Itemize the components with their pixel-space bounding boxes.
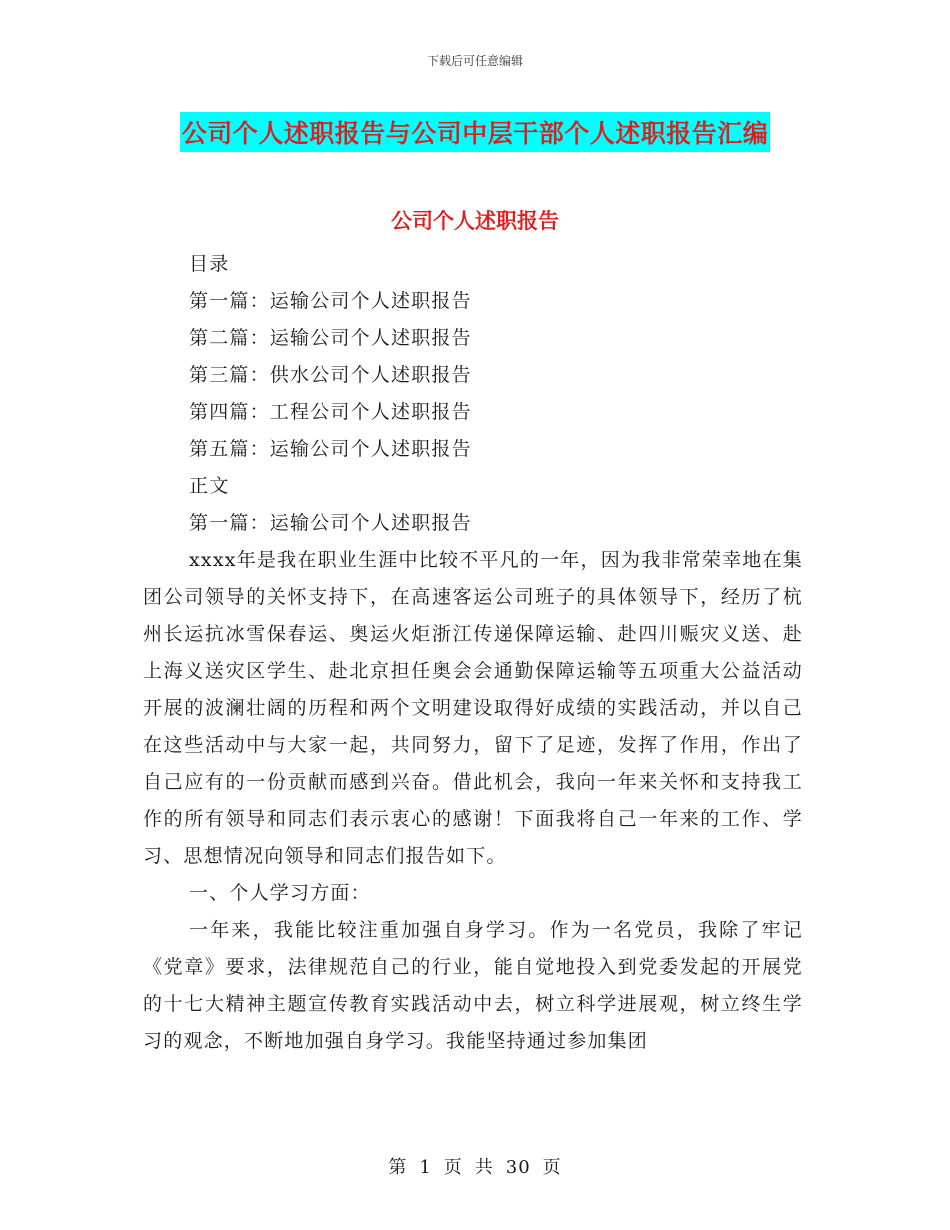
page-current-number: 1 [419, 1157, 432, 1178]
document-title [0, 112, 950, 152]
page-total-number: 30 [505, 1157, 531, 1178]
page-label-mid: 页 [443, 1157, 463, 1178]
page-total-prefix: 共 [474, 1157, 494, 1178]
section-heading: 一、个人学习方面： [189, 882, 371, 904]
paragraph: 一年来，我能比较注重加强自身学习。作为一名党员，我除了牢记《党章》要求，法律规范自己的行业，能自觉地投入到党委发起的开展党的十七大精神主题宣传教育实践活动中去，树立科学进展观，树立终生学习的观念，不断地加强自身学习。我能坚持通过参加集团 [143, 919, 803, 1052]
paragraph: xxxx年是我在职业生涯中比较不平凡的一年，因为我非常荣幸地在集团公司领导的关怀支持下，在高速客运公司班子的具体领导下，经历了杭州长运抗冰雪保春运、奥运火炬浙江传递保障运输、赴四川赈灾义送、赴上海义送灾区学生、赴北京担任奥会会通勤保障运输等五项重大公益活动开展的波澜壮阔的历程和两个文明建设取得好成绩的实践活动，并以自己在这些活动中与大家一起，共同努力，留下了足迹，发挥了作用，作出了自己应有的一份贡献而感到兴奋。借此机会，我向一年来关怀和支持我工作的所有领导和同志们表示衷心的感谢！下面我将自己一年来的工作、学习、思想情况向领导和同志们报告如下。 [143, 549, 803, 867]
toc-item: 第二篇：运输公司个人述职报告 [189, 327, 472, 349]
page-label-suffix: 页 [542, 1157, 562, 1178]
toc-item: 第四篇：工程公司个人述职报告 [189, 401, 472, 423]
page-header-note: 下载后可任意编辑 [426, 54, 523, 68]
page-label-prefix: 第 [388, 1157, 408, 1178]
toc-item: 第五篇：运输公司个人述职报告 [189, 438, 472, 460]
chapter-heading: 第一篇：运输公司个人述职报告 [189, 512, 472, 534]
document-title-text: 公司个人述职报告与公司中层干部个人述职报告汇编 [180, 112, 771, 152]
body-heading: 正文 [189, 475, 230, 497]
page-footer [0, 1153, 950, 1179]
document-subtitle: 公司个人述职报告 [391, 209, 559, 233]
toc-item: 第三篇：供水公司个人述职报告 [189, 364, 472, 386]
document-body [143, 246, 803, 1060]
toc-item: 第一篇：运输公司个人述职报告 [189, 290, 472, 312]
toc-heading: 目录 [189, 253, 230, 275]
